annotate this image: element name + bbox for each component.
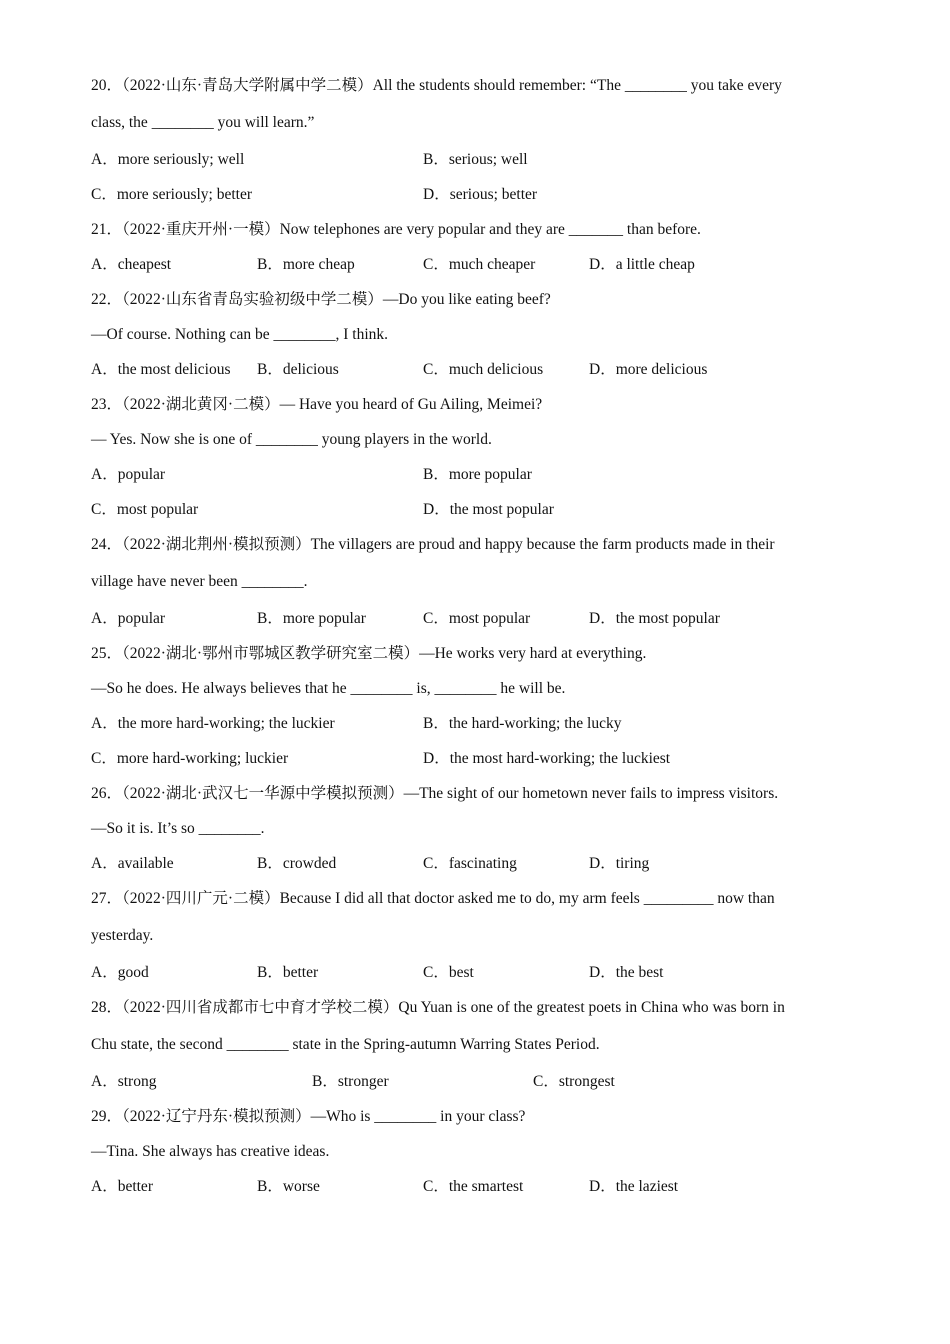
- question-stem: 27．（2022·四川广元·二模）Because I did all that doctor asked me to do, my arm feels _________ now than: [91, 890, 775, 907]
- question-stem: village have never been ________.: [91, 573, 308, 590]
- option-a[interactable]: A．the most delicious: [91, 361, 231, 378]
- option-a[interactable]: A．more seriously; well: [91, 151, 245, 168]
- option-d[interactable]: D．the most hard-working; the luckiest: [423, 750, 671, 767]
- option-row: [91, 251, 861, 286]
- question-stem: 24．（2022·湖北荆州·模拟预测）The villagers are proud and happy because the farm products made in their: [91, 536, 775, 553]
- option-d[interactable]: D．a little cheap: [589, 256, 695, 273]
- question-22: [91, 286, 861, 391]
- question-stem: 26．（2022·湖北·武汉七一华源中学模拟预测）—The sight of our hometown never fails to impress visitors.: [91, 785, 779, 802]
- option-a[interactable]: A．better: [91, 1178, 153, 1195]
- option-d[interactable]: D．serious; better: [423, 186, 538, 203]
- option-a[interactable]: A．good: [91, 964, 149, 981]
- option-d[interactable]: D．the most popular: [423, 501, 554, 518]
- option-d[interactable]: D．more delicious: [589, 361, 708, 378]
- question-stem: 28．（2022·四川省成都市七中育才学校二模）Qu Yuan is one of the greatest poets in China who was born in: [91, 999, 785, 1016]
- option-b[interactable]: B．worse: [257, 1178, 320, 1195]
- question-stem: 20．（2022·山东·青岛大学附属中学二模）All the students should remember: “The ________ you take every: [91, 77, 782, 94]
- question-29: [91, 1103, 861, 1208]
- option-b[interactable]: B．better: [257, 964, 319, 981]
- option-b[interactable]: B．serious; well: [423, 151, 528, 168]
- option-b[interactable]: B．more cheap: [257, 256, 355, 273]
- question-stem: class, the ________ you will learn.”: [91, 114, 315, 131]
- question-stem: —So he does. He always believes that he ________ is, ________ he will be.: [91, 680, 566, 697]
- option-c[interactable]: C．much delicious: [423, 361, 544, 378]
- question-stem: Chu state, the second ________ state in the Spring-autumn Warring States Period.: [91, 1036, 600, 1053]
- option-a[interactable]: A．cheapest: [91, 256, 172, 273]
- question-28: [91, 994, 861, 1103]
- option-row: [91, 146, 861, 181]
- option-row: [91, 959, 861, 994]
- question-stem: —Tina. She always has creative ideas.: [91, 1143, 330, 1160]
- option-b[interactable]: B．more popular: [423, 466, 532, 483]
- question-stem: 25．（2022·湖北·鄂州市鄂城区教学研究室二模）—He works very hard at everything.: [91, 645, 647, 662]
- option-row: [91, 461, 861, 496]
- question-stem: — Yes. Now she is one of ________ young players in the world.: [91, 431, 492, 448]
- option-c[interactable]: C．best: [423, 964, 474, 981]
- option-b[interactable]: B．stronger: [312, 1073, 389, 1090]
- option-row: [91, 850, 861, 885]
- option-a[interactable]: A．available: [91, 855, 174, 872]
- question-21: [91, 216, 861, 286]
- option-a[interactable]: A．popular: [91, 610, 166, 627]
- option-row: [91, 181, 861, 216]
- question-stem: —Of course. Nothing can be ________, I think.: [91, 326, 389, 343]
- question-stem: —So it is. It’s so ________.: [91, 820, 265, 837]
- option-c[interactable]: C．the smartest: [423, 1178, 524, 1195]
- option-c[interactable]: C．more seriously; better: [91, 186, 252, 203]
- question-list: [91, 72, 861, 1208]
- question-24: [91, 531, 861, 640]
- option-b[interactable]: B．crowded: [257, 855, 337, 872]
- option-c[interactable]: C．fascinating: [423, 855, 517, 872]
- option-a[interactable]: A．the more hard-working; the luckier: [91, 715, 335, 732]
- question-27: [91, 885, 861, 994]
- option-row: [91, 1068, 861, 1103]
- option-row: [91, 356, 861, 391]
- option-b[interactable]: B．more popular: [257, 610, 366, 627]
- option-d[interactable]: D．tiring: [589, 855, 650, 872]
- question-26: [91, 780, 861, 885]
- option-c[interactable]: C．most popular: [91, 501, 199, 518]
- option-d[interactable]: D．the most popular: [589, 610, 720, 627]
- option-b[interactable]: B．the hard-working; the lucky: [423, 715, 622, 732]
- question-stem: 22．（2022·山东省青岛实验初级中学二模）—Do you like eating beef?: [91, 291, 551, 308]
- option-a[interactable]: A．strong: [91, 1073, 157, 1090]
- option-d[interactable]: D．the best: [589, 964, 664, 981]
- option-c[interactable]: C．more hard-working; luckier: [91, 750, 289, 767]
- option-row: [91, 710, 861, 745]
- question-20: [91, 72, 861, 216]
- option-c[interactable]: C．strongest: [533, 1073, 615, 1090]
- option-c[interactable]: C．much cheaper: [423, 256, 536, 273]
- option-d[interactable]: D．the laziest: [589, 1178, 679, 1195]
- question-25: [91, 640, 861, 780]
- option-row: [91, 605, 861, 640]
- question-stem: 21．（2022·重庆开州·一模）Now telephones are very popular and they are _______ than before.: [91, 221, 701, 238]
- question-23: [91, 391, 861, 531]
- question-stem: 29．（2022·辽宁丹东·模拟预测）—Who is ________ in your class?: [91, 1108, 526, 1125]
- option-b[interactable]: B．delicious: [257, 361, 339, 378]
- option-c[interactable]: C．most popular: [423, 610, 531, 627]
- option-row: [91, 496, 861, 531]
- question-stem: yesterday.: [91, 927, 154, 944]
- option-a[interactable]: A．popular: [91, 466, 166, 483]
- option-row: [91, 1173, 861, 1208]
- question-stem: 23．（2022·湖北黄冈·二模）— Have you heard of Gu Ailing, Meimei?: [91, 396, 543, 413]
- option-row: [91, 745, 861, 780]
